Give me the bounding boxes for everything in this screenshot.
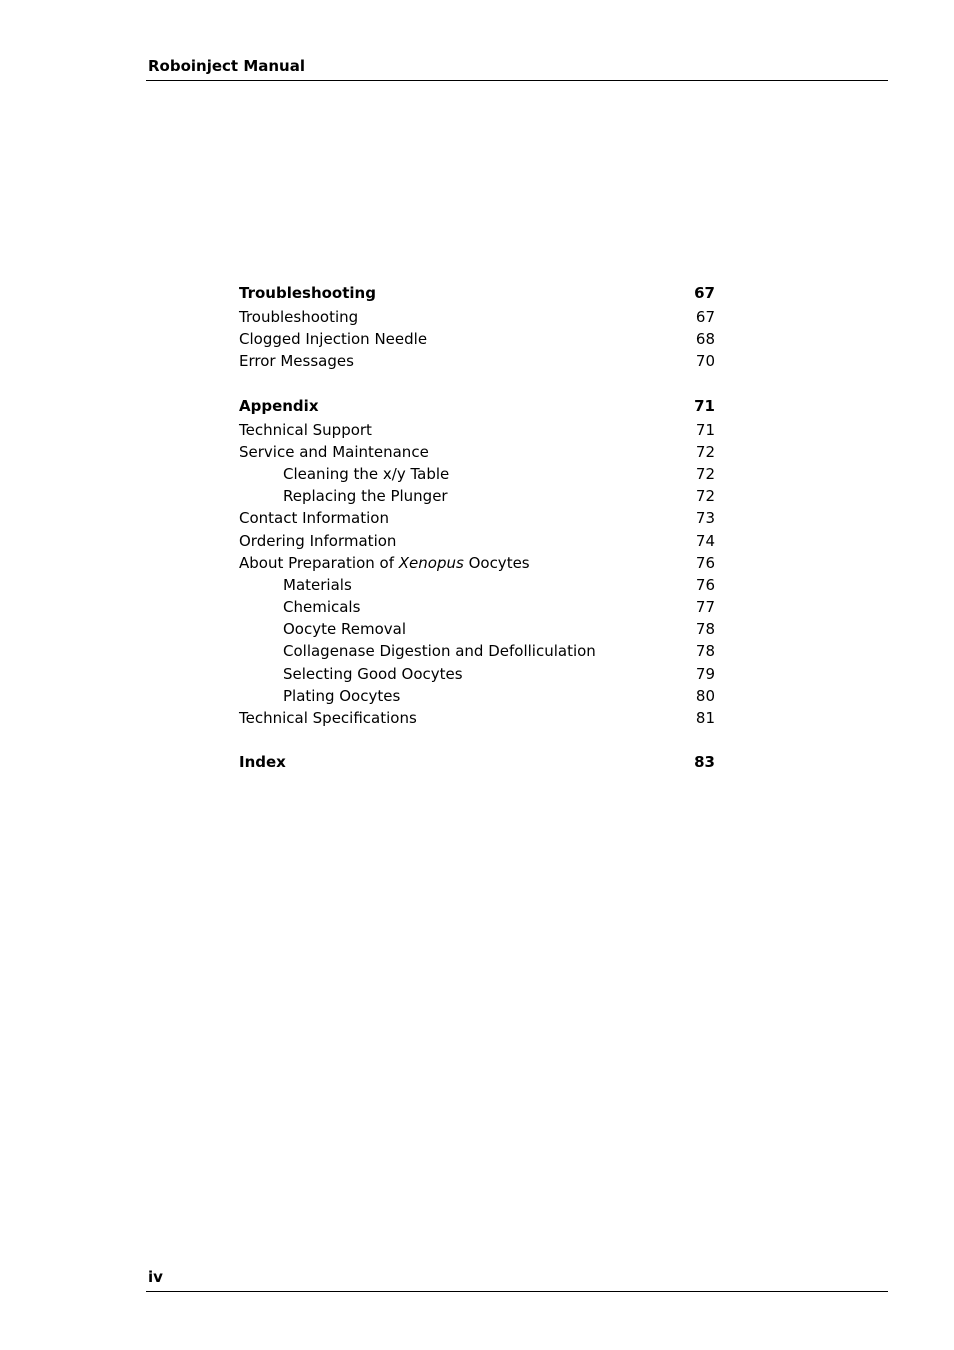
toc-entry-label <box>239 552 530 574</box>
toc-entry-label: Technical Specifications <box>239 709 417 727</box>
toc-subentry[interactable] <box>239 574 715 596</box>
toc-entry-label: Selecting Good Oocytes <box>283 664 463 683</box>
toc-subentry[interactable] <box>239 596 715 618</box>
toc-subentry[interactable] <box>239 485 715 507</box>
toc-page-number: 78 <box>695 620 715 639</box>
toc-entry-label: Troubleshooting <box>239 308 359 326</box>
toc-entry-label: Error Messages <box>239 352 354 371</box>
toc-subentry[interactable] <box>239 640 715 662</box>
toc-subentry[interactable] <box>239 663 715 685</box>
toc-entry-label: Plating Oocytes <box>283 686 401 705</box>
toc-entry-label: Collagenase Digestion and Defolliculation <box>283 642 596 661</box>
toc-entry[interactable] <box>239 419 715 441</box>
toc-entry-label: Ordering Information <box>239 531 397 550</box>
toc-page-number: 77 <box>695 598 715 617</box>
toc-entry[interactable] <box>239 707 715 729</box>
toc-subentry[interactable] <box>239 618 715 640</box>
toc-entry[interactable] <box>239 306 715 328</box>
footer-rule <box>146 1291 888 1292</box>
toc-page-number: 72 <box>695 464 715 483</box>
toc-entry-label: Replacing the Plunger <box>283 487 448 506</box>
table-of-contents <box>239 282 715 775</box>
toc-entry[interactable] <box>239 552 715 574</box>
toc-entry[interactable] <box>239 441 715 463</box>
toc-entry-label: Oocyte Removal <box>283 620 406 639</box>
toc-subentry[interactable] <box>239 463 715 485</box>
toc-chapter-troubleshooting[interactable] <box>239 282 715 306</box>
toc-page-number: 78 <box>695 642 715 661</box>
toc-entry-label: Chemicals <box>283 598 361 617</box>
toc-entry-label: Cleaning the x/y Table <box>283 464 450 483</box>
toc-page-number: 83 <box>694 753 715 772</box>
toc-entry[interactable] <box>239 328 715 350</box>
toc-entry-label: Service and Maintenance <box>239 442 429 461</box>
toc-chapter-title: Index <box>239 753 286 772</box>
toc-chapter-index[interactable] <box>239 751 715 775</box>
toc-entry-label: Contact Information <box>239 509 389 528</box>
toc-label-suffix: Oocytes <box>463 553 530 572</box>
toc-entry[interactable] <box>239 530 715 552</box>
toc-page-number: 68 <box>695 330 715 349</box>
toc-label-italic: Xenopus <box>398 553 464 572</box>
toc-page-number: 80 <box>695 686 715 705</box>
toc-page-number: 70 <box>695 352 715 371</box>
toc-page-number: 67 <box>695 308 715 326</box>
toc-page-number: 74 <box>695 531 715 550</box>
toc-page-number: 67 <box>694 284 715 302</box>
header-rule <box>146 80 888 81</box>
toc-page-number: 76 <box>695 553 715 572</box>
toc-chapter-title: Troubleshooting <box>239 284 376 302</box>
running-header-title: Roboinject Manual <box>148 57 305 75</box>
toc-page-number: 71 <box>694 396 715 415</box>
toc-entry-label: Clogged Injection Needle <box>239 330 428 349</box>
toc-page-number: 81 <box>695 709 715 727</box>
toc-page-number: 79 <box>695 664 715 683</box>
toc-subentry[interactable] <box>239 685 715 707</box>
toc-entry-label: Materials <box>283 575 352 594</box>
toc-chapter-appendix[interactable] <box>239 395 715 419</box>
toc-entry[interactable] <box>239 507 715 529</box>
toc-page-number: 71 <box>695 420 715 439</box>
footer-page-number: iv <box>148 1268 163 1286</box>
toc-page-number: 73 <box>695 509 715 528</box>
toc-page-number: 72 <box>695 487 715 506</box>
toc-entry-label: Technical Support <box>239 420 372 439</box>
toc-page-number: 72 <box>695 442 715 461</box>
toc-chapter-title: Appendix <box>239 396 319 415</box>
toc-entry[interactable] <box>239 350 715 372</box>
toc-page-number: 76 <box>695 575 715 594</box>
toc-label-prefix: About Preparation of <box>239 553 399 572</box>
